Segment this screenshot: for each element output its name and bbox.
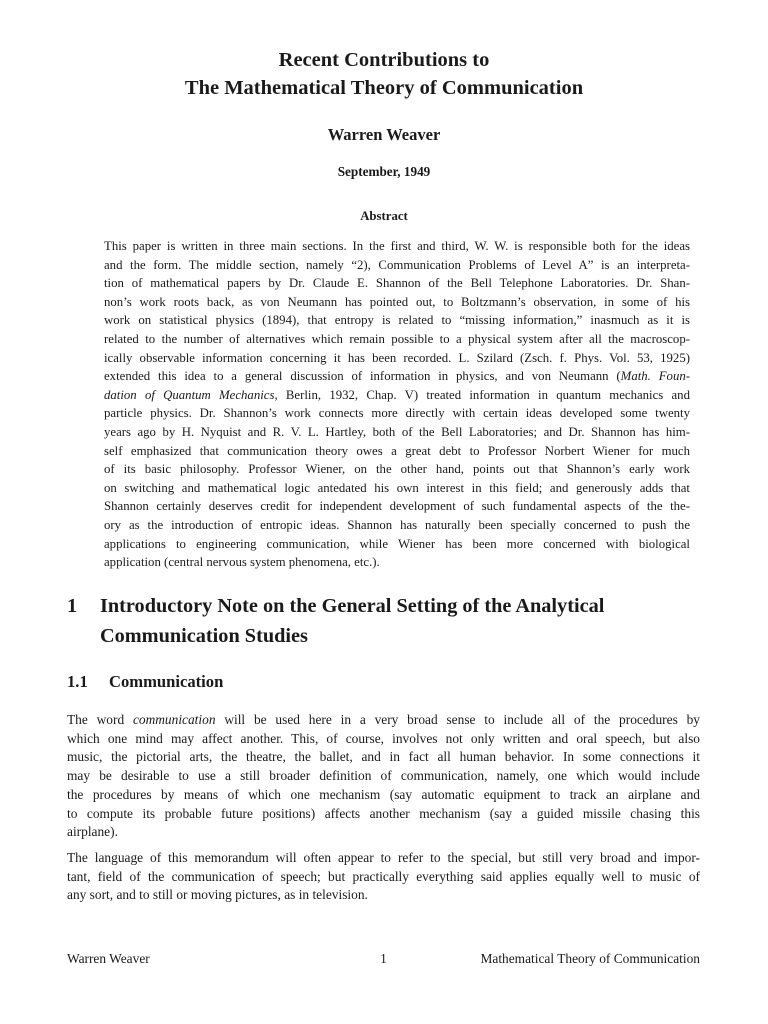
abstract-line: tion of mathematical papers by Dr. Claude E. Shannon of the Bell Telephone Laboratories. Dr. Shan- (104, 276, 690, 291)
abstract-heading: Abstract (360, 209, 408, 223)
paragraph-line: The language of this memorandum will often appear to refer to the special, but still very broad and impor- (67, 850, 700, 865)
subsection-heading (67, 671, 223, 693)
section-number: 1 (67, 595, 78, 617)
body-paragraph (67, 711, 700, 842)
abstract-line-text: , Berlin, 1932, Chap. V) treated information in quantum mechanics and (274, 387, 690, 402)
paragraph-line: to compute its probable future positions) affects another mechanism (say a guided missile chasing this (67, 805, 700, 821)
paragraph-line: which one mind may affect another. This, of course, involves not only written and oral speech, but also (67, 730, 700, 746)
publication-date: September, 1949 (337, 164, 431, 179)
body-paragraph (67, 849, 700, 905)
abstract-line: of its basic philosophy. Professor Wiener, on the other hand, points out that Shannon’s early work (104, 462, 690, 477)
abstract-line: Shannon certainly deserves credit for independent development of such fundamental aspects of the the- (104, 499, 690, 514)
page-footer (67, 949, 700, 969)
footer-title: Mathematical Theory of Communication (480, 951, 700, 966)
abstract-line: work on statistical physics (1894), that entropy is related to “missing information,” inasmuch as it is (104, 313, 690, 328)
paragraph-line (67, 711, 700, 730)
paragraph-line: any sort, and to still or moving pictures, as in television. (67, 887, 368, 903)
abstract-line: particle physics. Dr. Shannon’s work connects more directly with certain ideas developed some twenty (104, 406, 690, 421)
paragraph-text: will be used here in a very broad sense to include all of the procedures by (215, 712, 700, 727)
paragraph-line: music, the pictorial arts, the theatre, the ballet, and in fact all human behavior. In some connections it (67, 749, 700, 765)
abstract-line: applications to engineering communication, while Wiener has been more concerned with biological (104, 536, 690, 551)
emphasis-text: communication (132, 712, 216, 727)
paragraph-line: airplane). (67, 824, 118, 840)
paragraph-line: tant, field of the communication of speech; but practically everything said applies equally well to music of (67, 868, 700, 884)
author-name: Warren Weaver (327, 125, 441, 144)
paragraph-text: The word (67, 712, 133, 727)
footer-author: Warren Weaver (67, 951, 150, 966)
abstract-line: non’s work roots back, as von Neumann has pointed out, to Boltzmann’s observation, in some of his (104, 294, 690, 309)
abstract-line: self emphasized that communication theory owes a great debt to Professor Norbert Wiener for much (104, 443, 690, 458)
paper-title (0, 46, 768, 102)
title-line-2: The Mathematical Theory of Communication (184, 77, 584, 99)
abstract-line: application (central nervous system phenomena, etc.). (104, 555, 380, 570)
citation-italic: dation of Quantum Mechanics (104, 387, 275, 402)
abstract-body (104, 237, 690, 572)
section-title: Introductory Note on the General Setting of the Analytical Communication Studies (100, 595, 605, 647)
abstract-line: and the form. The middle section, namely “2), Communication Problems of Level A” is an interpreta- (104, 257, 690, 272)
abstract-line: ically observable information concerning it has been recorded. L. Szilard (Zsch. f. Phys. Vol. 53, 1925) (104, 350, 690, 365)
paragraph-line: the procedures by means of which one mechanism (say automatic equipment to track an airplane and (67, 786, 700, 802)
abstract-line (104, 367, 690, 386)
abstract-line: This paper is written in three main sections. In the first and third, W. W. is responsible both for the ideas (104, 239, 690, 253)
abstract-line: ory as the introduction of entropic ideas. Shannon has naturally been specially concerned to push the (104, 517, 690, 532)
title-line-1: Recent Contributions to (278, 49, 490, 71)
abstract-line: on switching and mathematical logic antedated his own interest in this field; and generously adds that (104, 480, 690, 495)
abstract-line-text: extended this idea to a general discussion of information in physics, and von Neumann ( (104, 369, 621, 384)
abstract-line: years ago by H. Nyquist and R. V. L. Hartley, both of the Bell Laboratories; and Dr. Shannon has him- (104, 424, 690, 439)
subsection-number: 1.1 (67, 672, 88, 691)
subsection-title: Communication (109, 672, 224, 691)
abstract-line: related to the number of alternatives which remain possible to a physical system after all the macroscop- (104, 331, 690, 346)
citation-italic: Math. Foun- (620, 369, 690, 384)
page-number: 1 (380, 951, 387, 966)
abstract-line (104, 386, 690, 405)
paragraph-line: may be desirable to use a still broader definition of communication, namely, one which would include (67, 768, 700, 784)
